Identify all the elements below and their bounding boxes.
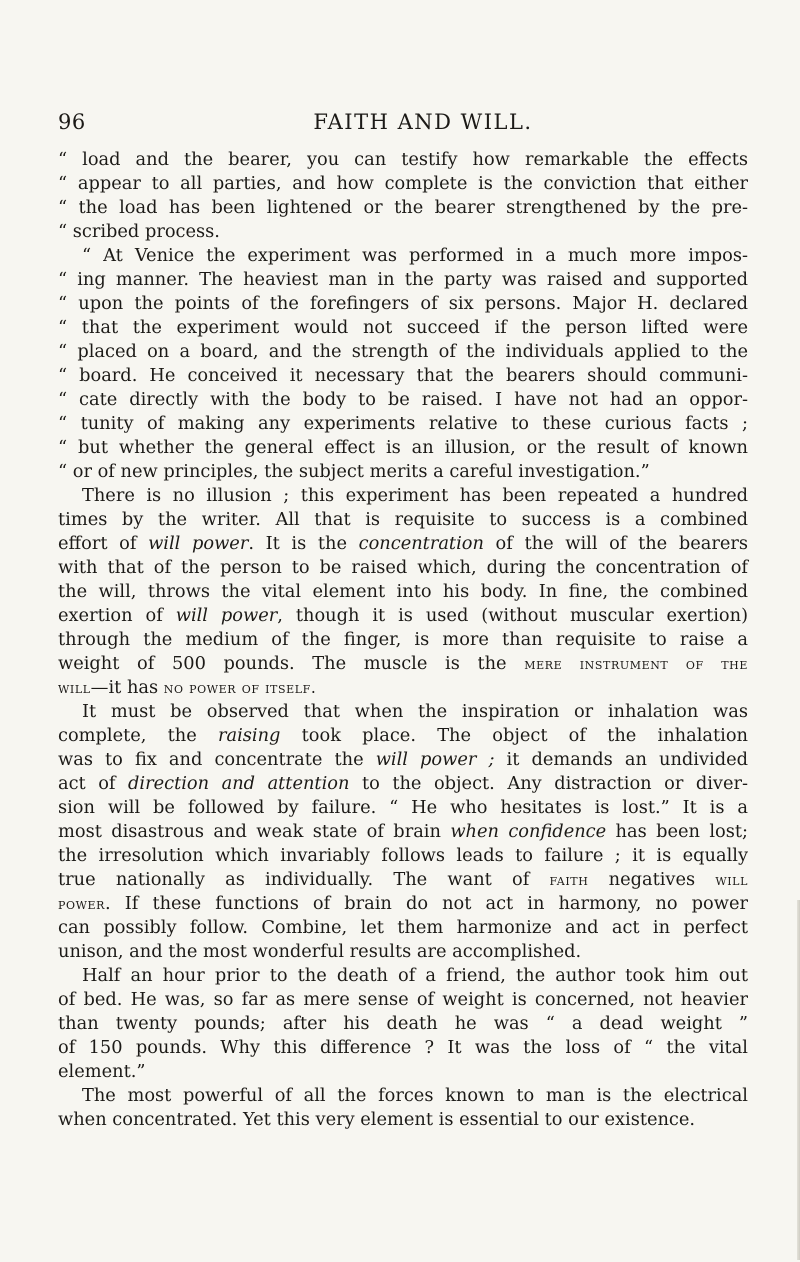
text-line xyxy=(58,604,748,628)
text-line xyxy=(58,892,748,916)
text-run: to the object. Any distraction or diver- xyxy=(349,773,749,794)
text-line xyxy=(58,820,748,844)
paragraph-venice-quote xyxy=(58,244,748,484)
italic-text: will power xyxy=(175,605,278,626)
italic-text: will power xyxy=(148,533,249,554)
text-line: the will, throws the vital element into his body. In fine, the combined xyxy=(58,581,748,602)
text-line: There is no illusion ; this experiment has been repeated a hundred xyxy=(82,485,748,506)
text-line: “ but whether the general effect is an illusion, or the result of known xyxy=(58,437,748,458)
page-header xyxy=(58,106,748,140)
text-line: “ scribed process. xyxy=(58,221,220,242)
text-line: through the medium of the finger, is more than requisite to raise a xyxy=(58,629,748,650)
small-caps-text: faith xyxy=(549,871,589,889)
text-line: “ that the experiment would not succeed if the person lifted were xyxy=(58,317,748,338)
text-line: “ load and the bearer, you can testify how remarkable the effects xyxy=(58,149,748,170)
text-line: “ placed on a board, and the strength of the individuals applied to the xyxy=(58,341,748,362)
text-run: —it has xyxy=(90,677,164,698)
text-run: of the will of the bearers xyxy=(483,533,748,554)
text-line: “ ing manner. The heaviest man in the party was raised and supported xyxy=(58,269,748,290)
text-run: took place. The object of the inhalation xyxy=(280,725,748,746)
text-line: with that of the person to be raised which, during the concentration of xyxy=(58,557,748,578)
small-caps-text: no power of itself. xyxy=(163,679,317,697)
text-line xyxy=(58,748,748,772)
page-body xyxy=(58,148,748,1132)
running-title: FAITH AND WILL. xyxy=(313,110,533,134)
text-run: most disastrous and weak state of brain xyxy=(58,821,451,842)
italic-text: when confidence xyxy=(450,821,607,842)
italic-text: raising xyxy=(217,725,281,746)
text-run: weight of 500 pounds. The muscle is the xyxy=(58,653,525,674)
text-line: “ At Venice the experiment was performed in a much more impos- xyxy=(82,245,748,266)
text-line xyxy=(58,652,748,676)
paragraph-friend-death xyxy=(58,964,748,1084)
paragraph-inhalation xyxy=(58,700,748,964)
text-run: exertion of xyxy=(58,605,176,626)
paragraph-electrical xyxy=(58,1084,748,1132)
text-line xyxy=(58,772,748,796)
small-caps-text: power xyxy=(58,895,106,913)
text-line xyxy=(58,868,748,892)
text-line: unison, and the most wonderful results are accomplished. xyxy=(58,941,582,962)
italic-text: will power ; xyxy=(375,749,495,770)
text-line: Half an hour prior to the death of a friend, the author took him out xyxy=(82,965,748,986)
text-run: was to fix and concentrate the xyxy=(58,749,376,770)
text-run: true nationally as individually. The want of xyxy=(58,869,550,890)
small-caps-text: will xyxy=(58,679,91,697)
text-line: of 150 pounds. Why this difference ? It was the loss of “ the vital xyxy=(58,1037,748,1058)
text-run: effort of xyxy=(58,533,149,554)
text-run: , though it is used (without muscular exertion) xyxy=(277,605,749,626)
paragraph-no-illusion xyxy=(58,484,748,700)
text-line: “ tunity of making any experiments relative to these curious facts ; xyxy=(58,413,748,434)
text-line: the irresolution which invariably follows leads to failure ; it is equally xyxy=(58,845,748,866)
text-line: times by the writer. All that is requisite to success is a combined xyxy=(58,509,748,530)
text-line xyxy=(58,532,748,556)
text-run: negatives xyxy=(588,869,716,890)
text-line: can possibly follow. Combine, let them harmonize and act in perfect xyxy=(58,917,748,938)
text-line: sion will be followed by failure. “ He who hesitates is lost.” It is a xyxy=(58,797,748,818)
text-line: “ board. He conceived it necessary that the bearers should communi- xyxy=(58,365,748,386)
text-line: It must be observed that when the inspiration or inhalation was xyxy=(82,701,748,722)
text-run: . If these functions of brain do not act in harmony, no power xyxy=(105,893,748,914)
page-number: 96 xyxy=(58,110,86,134)
italic-text: concentration xyxy=(358,533,484,554)
small-caps-text: mere instrument of the xyxy=(524,655,748,673)
text-run: complete, the xyxy=(58,725,218,746)
paragraph-quote-continuation xyxy=(58,148,748,244)
text-line: of bed. He was, so far as mere sense of weight is concerned, not heavier xyxy=(58,989,748,1010)
text-line: “ the load has been lightened or the bearer strengthened by the pre- xyxy=(58,197,748,218)
text-run: it demands an undivided xyxy=(494,749,748,770)
text-line xyxy=(58,676,748,700)
small-caps-text: will xyxy=(715,871,748,889)
text-line: element.” xyxy=(58,1061,146,1082)
text-line: “ upon the points of the forefingers of six persons. Major H. declared xyxy=(58,293,748,314)
text-line: than twenty pounds; after his death he was “ a dead weight ” xyxy=(58,1013,748,1034)
text-run: has been lost; xyxy=(606,821,748,842)
text-line: “ appear to all parties, and how complete is the conviction that either xyxy=(58,173,748,194)
text-line: “ cate directly with the body to be raised. I have not had an oppor- xyxy=(58,389,748,410)
text-run: . It is the xyxy=(248,533,359,554)
text-run: act of xyxy=(58,773,129,794)
text-line: The most powerful of all the forces known to man is the electrical xyxy=(82,1085,748,1106)
text-line xyxy=(58,724,748,748)
text-line: when concentrated. Yet this very element is essential to our existence. xyxy=(58,1109,696,1130)
italic-text: direction and attention xyxy=(128,773,350,794)
text-line: “ or of new principles, the subject merits a careful investigation.” xyxy=(58,461,650,482)
